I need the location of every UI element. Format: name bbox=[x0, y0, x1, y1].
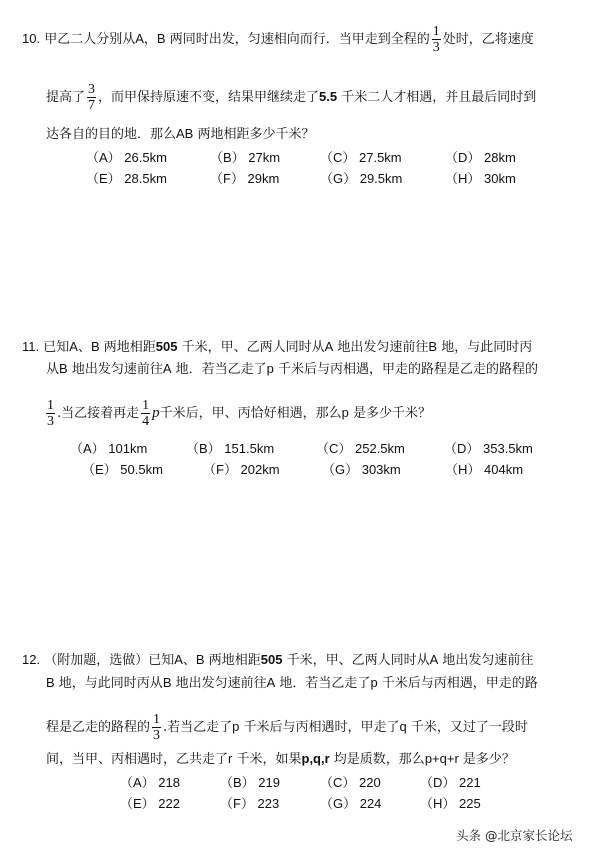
q11-option-f[interactable]: （F） 202km bbox=[203, 462, 280, 477]
q11-option-g[interactable]: （G） 303km bbox=[322, 462, 401, 477]
fraction-one-fourth: $\frac{1}{4}$ bbox=[142, 398, 150, 429]
q12-option-g[interactable]: （G） 224 bbox=[320, 796, 382, 811]
fraction-three-sevenths: $\frac{3}{7}$ bbox=[88, 82, 96, 113]
q12-line-4: 间，当甲、丙相遇时，乙共走了r 千米，如果p,q,r 均是质数，那么p+q+r 是多少？ bbox=[46, 751, 515, 767]
q12-option-b[interactable]: （B） 219 bbox=[220, 775, 280, 790]
q11-option-h[interactable]: （H） 404km bbox=[445, 462, 524, 477]
q11-line-3: $\frac{1}{3}$ .当乙接着再走 $\frac{1}{4}$ p千米后，甲、丙恰好相遇，那么p 是多少千米？ bbox=[47, 398, 432, 429]
q12-option-a[interactable]: （A） 218 bbox=[120, 775, 180, 790]
q11-line-2: 从B 地出发匀速前往A 地．若当乙走了p 千米后与丙相遇，甲走的路程是乙走的路程的 bbox=[46, 361, 539, 377]
watermark bbox=[456, 826, 572, 844]
q10-number: 10. bbox=[22, 31, 41, 46]
q12-line-2: B 地，与此同时丙从B 地出发匀速前往A 地．若当乙走了p 千米后与丙相遇，甲走的路 bbox=[46, 675, 538, 691]
q11-option-c[interactable]: （C） 252.5km bbox=[316, 441, 405, 456]
q12-option-c[interactable]: （C） 220 bbox=[320, 775, 381, 790]
q12-line-3: 程是乙走的路程的 $\frac{1}{3}$ .若当乙走了p 千米后与丙相遇时，甲走了q 千米，又过了一段时 bbox=[46, 712, 528, 743]
q10-line-1: 10. 甲乙二人分别从A，B 两同时出发，匀速相向而行．当甲走到全程的 $\frac{1}{3}$ 处时，乙将速度 bbox=[22, 24, 534, 55]
watermark-text: 头条 @北京家长论坛 bbox=[456, 828, 573, 843]
q10-option-b[interactable]: （B） 27km bbox=[210, 150, 281, 165]
q11-option-a[interactable]: （A） 101km bbox=[70, 441, 148, 456]
q12-number: 12. bbox=[22, 652, 41, 667]
q12-option-e[interactable]: （E） 222 bbox=[120, 796, 180, 811]
q10-option-d[interactable]: （D） 28km bbox=[445, 150, 516, 165]
q11-line-1: 11. 已知A、B 两地相距505 千米，甲、乙两人同时从A 地出发匀速前往B 地，与此同时丙 bbox=[22, 339, 533, 355]
q11-option-b[interactable]: （B） 151.5km bbox=[186, 441, 275, 456]
q12-option-d[interactable]: （D） 221 bbox=[420, 775, 481, 790]
fraction-one-third: $\frac{1}{3}$ bbox=[47, 398, 54, 429]
q10-option-g[interactable]: （G） 29.5km bbox=[320, 171, 403, 186]
q10-option-f[interactable]: （F） 29km bbox=[210, 171, 280, 186]
q11-option-d[interactable]: （D） 353.5km bbox=[444, 441, 533, 456]
q10-option-h[interactable]: （H） 30km bbox=[445, 171, 516, 186]
q12-option-h[interactable]: （H） 225 bbox=[420, 796, 481, 811]
q10-option-c[interactable]: （C） 27.5km bbox=[320, 150, 402, 165]
q12-option-f[interactable]: （F） 223 bbox=[220, 796, 280, 811]
q10-option-a[interactable]: （A） 26.5km bbox=[86, 150, 167, 165]
q10-line-2: 提高了 $\frac{3}{7}$ ，而甲保持原速不变，结果甲继续走了5.5 千米二人才相遇，并且最后同时到 bbox=[46, 82, 537, 113]
q11-option-e[interactable]: （E） 50.5km bbox=[82, 462, 163, 477]
fraction-one-third: $\frac{1}{3}$ bbox=[432, 24, 440, 55]
q11-number: 11. bbox=[22, 339, 40, 354]
q12-line-1: 12. （附加题，选做）已知A、B 两地相距505 千米，甲、乙两人同时从A 地出发匀速前往 bbox=[22, 652, 534, 668]
fraction-one-third: $\frac{1}{3}$ bbox=[153, 712, 161, 743]
q10-option-e[interactable]: （E） 28.5km bbox=[86, 171, 167, 186]
q10-line-3: 达各自的目的地．那么AB 两地相距多少千米？ bbox=[46, 126, 315, 142]
